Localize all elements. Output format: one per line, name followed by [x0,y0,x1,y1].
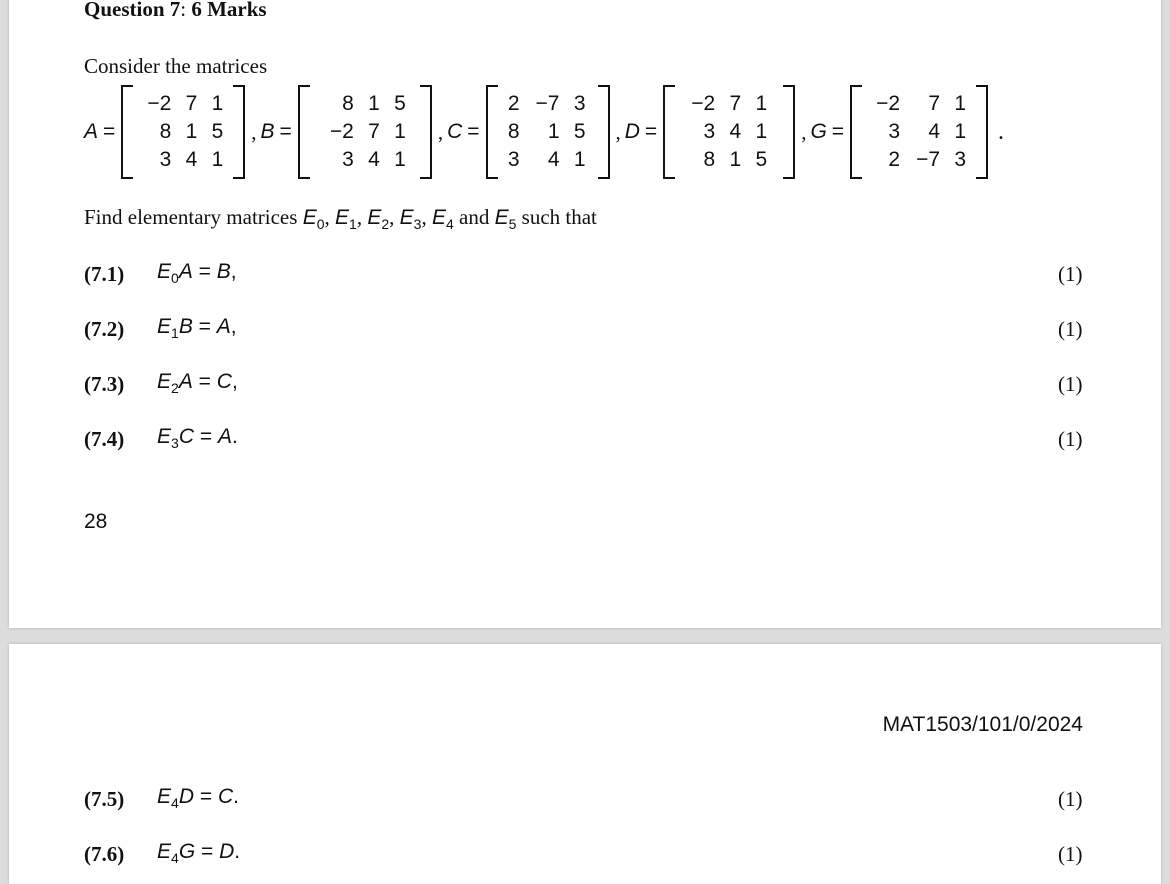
matrix-name-c: C [447,120,463,143]
matrix-cell: 7 [729,92,742,115]
matrix-cell: 7 [928,92,941,115]
matrix-cell: 2 [888,148,901,171]
matrix-cell: 5 [394,92,406,115]
item-equation-7-2: $E_1B = A$, [157,315,237,342]
left-bracket [121,85,133,179]
matrix-c-grid [498,85,598,179]
matrix-a-grid [133,85,233,179]
matrix-cell: 2 [507,92,520,115]
item-marks-7-5: (1) [1058,787,1083,811]
matrix-cell: 3 [342,148,354,171]
matrix-name-b: B [260,120,275,143]
matrix-cell: 3 [888,120,901,143]
equals-sign: = [279,120,292,143]
matrix-cell: 7 [185,92,198,115]
matrix-cell: 4 [928,120,941,143]
item-equation-7-3: $E_2A = C$, [157,370,238,397]
left-bracket [663,85,675,179]
matrix-name-g: G [810,120,827,143]
matrix-cell: 1 [755,92,768,115]
item-equation-7-4: $E_3C = A$. [157,425,238,452]
matrix-cell: 1 [185,120,198,143]
matrix-name-a: A [84,120,99,143]
item-label-7-3: (7.3) [84,372,125,396]
matrix-cell: 1 [755,120,768,143]
matrix-name-d: D [624,120,640,143]
matrix-cell: 1 [211,148,224,171]
matrix-cell: −7 [535,92,560,115]
matrix-cell: 5 [211,120,224,143]
matrix-cell: 5 [573,120,586,143]
equals-sign: = [467,120,480,143]
matrix-cell: 1 [573,148,586,171]
matrix-cell: 8 [507,120,520,143]
matrix-cell: −2 [876,92,901,115]
matrix-c [486,85,610,179]
comma: , [801,119,807,144]
item-label-7-5: (7.5) [84,787,125,811]
matrix-cell: −2 [147,92,172,115]
matrix-cell: 8 [159,120,172,143]
item-label-7-1: (7.1) [84,262,125,286]
right-bracket [420,85,432,179]
matrix-cell: 3 [954,148,967,171]
instruction-text: Find elementary matrices $E_0$, $E_1$, $E_2$, $E_3$, $E_4$ and $E_5$ such that [84,205,597,233]
item-equation-7-1: $E_0A = B$, [157,260,237,287]
matrix-b-grid [310,85,420,179]
equals-sign: = [831,120,845,143]
right-bracket [233,85,245,179]
matrix-cell: 1 [954,92,967,115]
matrix-cell: −7 [916,148,941,171]
matrix-b [298,85,432,179]
matrix-cell: −2 [329,120,354,143]
matrix-cell: 7 [368,120,380,143]
item-label-7-6: (7.6) [84,842,125,866]
item-marks-7-4: (1) [1058,427,1083,451]
matrix-cell: 1 [954,120,967,143]
matrix-cell: 4 [368,148,380,171]
matrix-d [663,85,795,179]
left-bracket [486,85,498,179]
equals-sign: = [644,120,658,143]
comma: , [437,119,444,144]
matrix-cell: 3 [159,148,172,171]
matrix-cell: 8 [342,92,354,115]
matrix-cell: 3 [507,148,520,171]
left-bracket [298,85,310,179]
comma: , [615,119,621,144]
question-title: Question 7: 6 Marks [84,0,267,21]
item-label-7-4: (7.4) [84,427,125,451]
period: . [998,118,1005,145]
page-number: 28 [84,510,108,533]
item-marks-7-2: (1) [1058,317,1083,341]
comma: , [251,119,257,144]
matrix-d-grid [675,85,783,179]
item-marks-7-3: (1) [1058,372,1083,396]
item-equation-7-6: $E_4G = D$. [157,840,241,867]
matrix-cell: 3 [703,120,716,143]
matrix-cell: 4 [547,148,560,171]
matrix-g-grid [862,85,976,179]
matrix-cell: 4 [729,120,742,143]
matrix-cell: −2 [691,92,716,115]
matrix-cell: 1 [547,120,560,143]
item-equation-7-5: $E_4D = C$. [157,785,239,812]
matrix-definitions [84,85,1004,179]
item-label-7-2: (7.2) [84,317,125,341]
matrix-cell: 1 [394,120,406,143]
matrix-cell: 5 [755,148,768,171]
page-1 [9,0,1161,628]
item-marks-7-1: (1) [1058,262,1083,286]
matrix-a [121,85,245,179]
page-2 [9,644,1161,884]
matrix-cell: 1 [211,92,224,115]
equals-sign: = [103,120,116,143]
right-bracket [598,85,610,179]
matrix-cell: 1 [394,148,406,171]
matrix-cell: 1 [729,148,742,171]
matrix-cell: 1 [368,92,380,115]
matrix-cell: 4 [185,148,198,171]
matrix-cell: 8 [703,148,716,171]
item-marks-7-6: (1) [1058,842,1083,866]
matrix-cell: 3 [573,92,586,115]
matrix-g [850,85,988,179]
left-bracket [850,85,862,179]
page-header-code: MAT1503/101/0/2024 [882,713,1083,736]
right-bracket [783,85,795,179]
right-bracket [976,85,988,179]
intro-text: Consider the matrices [84,54,268,78]
